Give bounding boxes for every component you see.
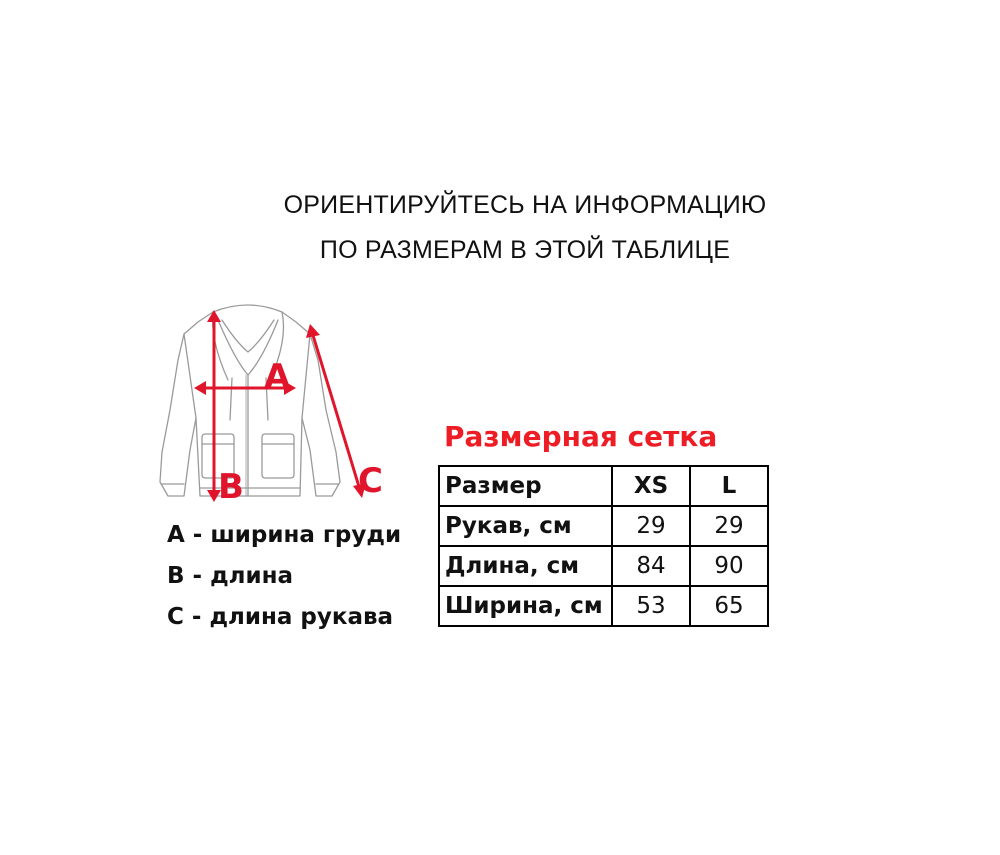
row-label: Длина, см	[439, 546, 612, 586]
cell-l: 90	[690, 546, 768, 586]
size-grid-title: Размерная сетка	[444, 420, 718, 453]
label-c: C	[358, 461, 383, 501]
measurement-legend	[167, 515, 401, 638]
cell-l: 29	[690, 506, 768, 546]
size-table	[438, 465, 769, 627]
header-line-2: ПО РАЗМЕРАМ В ЭТОЙ ТАБЛИЦЕ	[319, 236, 731, 264]
header-l: L	[690, 466, 768, 506]
jacket-measurement-diagram	[150, 300, 400, 515]
row-label: Ширина, см	[439, 586, 612, 626]
cell-l: 65	[690, 586, 768, 626]
header-line-1: ОРИЕНТИРУЙТЕСЬ НА ИНФОРМАЦИЮ	[283, 191, 767, 219]
cell-xs: 53	[612, 586, 690, 626]
table-row	[439, 586, 768, 626]
legend-chest-width: А - ширина груди	[167, 522, 402, 548]
table-row	[439, 546, 768, 586]
table-row	[439, 506, 768, 546]
row-label: Рукав, см	[439, 506, 612, 546]
legend-sleeve-length: С - длина рукава	[167, 604, 394, 630]
header-xs: XS	[612, 466, 690, 506]
header-size-label: Размер	[439, 466, 612, 506]
label-a: A	[264, 357, 291, 397]
table-header-row	[439, 466, 768, 506]
cell-xs: 84	[612, 546, 690, 586]
legend-length: В - длина	[167, 563, 294, 589]
cell-xs: 29	[612, 506, 690, 546]
label-b: B	[218, 467, 244, 507]
